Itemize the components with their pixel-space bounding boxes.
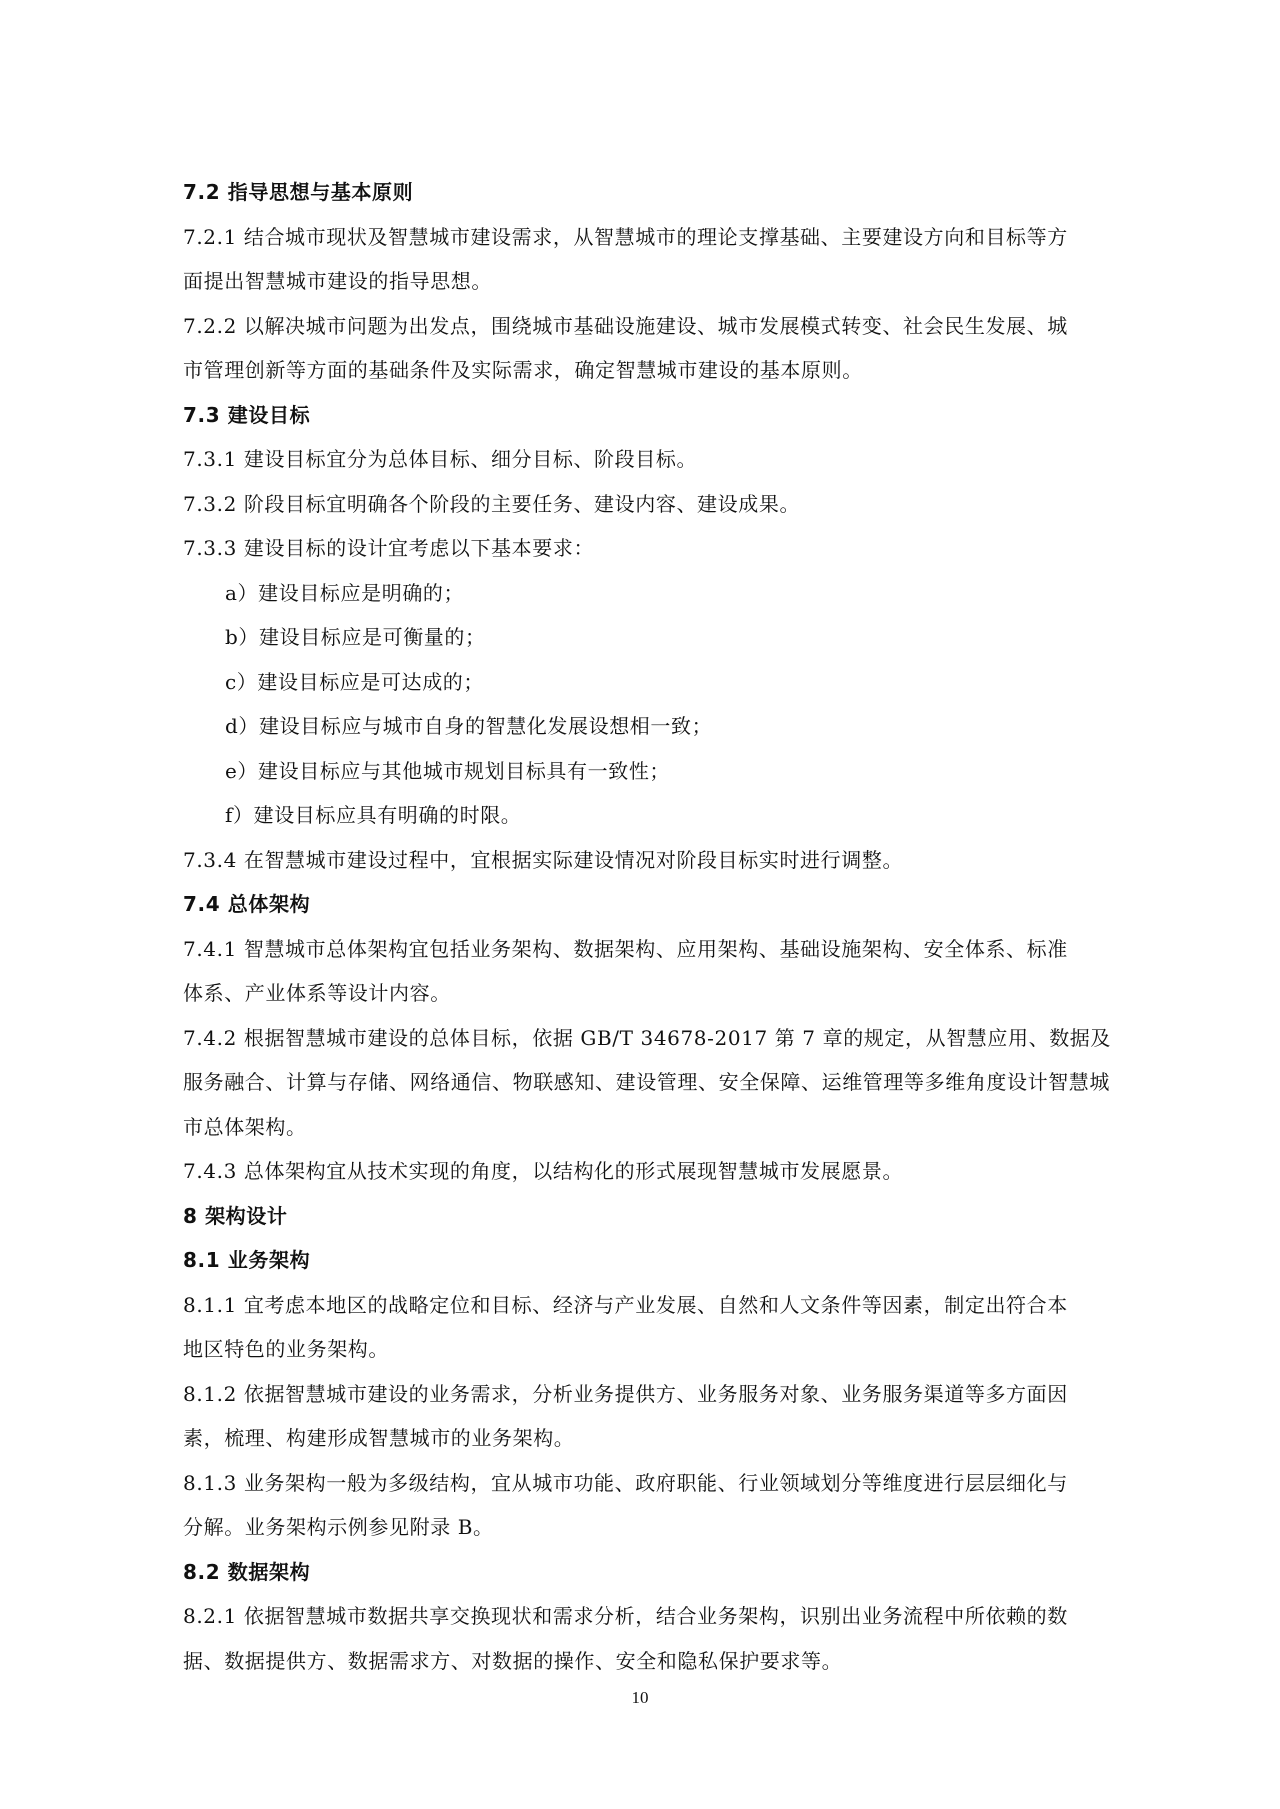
paragraph-7-3-1: 7.3.1 建设目标宜分为总体目标、细分目标、阶段目标。 <box>183 447 698 471</box>
paragraph-7-3-4: 7.3.4 在智慧城市建设过程中，宜根据实际建设情况对阶段目标实时进行调整。 <box>183 847 904 872</box>
paragraph-line: 7.2.1 结合城市现状及智慧城市建设需求，从智慧城市的理论支撑基础、主要建设方向和目标等方 <box>183 224 1068 249</box>
paragraph-line: 市管理创新等方面的基础条件及实际需求，确定智慧城市建设的基本原则。 <box>183 358 863 382</box>
paragraph-line: 分解。业务架构示例参见附录 B。 <box>183 1515 494 1539</box>
heading-7-2: 7.2 指导思想与基本原则 <box>183 180 414 204</box>
paragraph-8-2-1 <box>183 1594 1143 1683</box>
paragraph-line: 8.1.3 业务架构一般为多级结构，宜从城市功能、政府职能、行业领域划分等维度进行层层细化与 <box>183 1470 1068 1495</box>
paragraph-line: 地区特色的业务架构。 <box>183 1337 389 1361</box>
heading-8: 8 架构设计 <box>183 1203 288 1228</box>
paragraph-line: 7.2.2 以解决城市问题为出发点，围绕城市基础设施建设、城市发展模式转变、社会民生发展、城 <box>183 313 1068 338</box>
paragraph-line: 7.4.2 根据智慧城市建设的总体目标，依据 GB/T 34678-2017 第 7 章的规定，从智慧应用、数据及 <box>183 1025 1111 1050</box>
paragraph-line: 7.4.1 智慧城市总体架构宜包括业务架构、数据架构、应用架构、基础设施架构、安全体系、标准 <box>183 936 1068 961</box>
paragraph-line: 8.1.2 依据智慧城市建设的业务需求，分析业务提供方、业务服务对象、业务服务渠道等多方面因 <box>183 1381 1068 1406</box>
paragraph-7-4-3: 7.4.3 总体架构宜从技术实现的角度，以结构化的形式展现智慧城市发展愿景。 <box>183 1159 904 1183</box>
list-item: e）建设目标应与其他城市规划目标具有一致性； <box>225 758 671 783</box>
page-number: 10 <box>631 1688 649 1707</box>
heading-8-1: 8.1 业务架构 <box>183 1248 311 1272</box>
paragraph-line: 8.1.1 宜考虑本地区的战略定位和目标、经济与产业发展、自然和人文条件等因素，制定出符合本 <box>183 1292 1068 1317</box>
document-page <box>183 170 1143 1683</box>
paragraph-7-2-1 <box>183 215 1143 304</box>
paragraph-7-3-3: 7.3.3 建设目标的设计宜考虑以下基本要求： <box>183 536 595 560</box>
list-item: a）建设目标应是明确的； <box>225 580 465 605</box>
paragraph-line: 体系、产业体系等设计内容。 <box>183 981 451 1005</box>
paragraph-7-4-1 <box>183 927 1143 1016</box>
paragraph-8-1-3 <box>183 1461 1143 1550</box>
paragraph-7-4-2 <box>183 1016 1143 1150</box>
paragraph-line: 8.2.1 依据智慧城市数据共享交换现状和需求分析，结合业务架构，识别出业务流程中所依赖的数 <box>183 1604 1068 1628</box>
paragraph-line: 据、数据提供方、数据需求方、对数据的操作、安全和隐私保护要求等。 <box>183 1648 843 1673</box>
heading-7-3: 7.3 建设目标 <box>183 402 311 427</box>
paragraph-line: 市总体架构。 <box>183 1114 307 1139</box>
heading-8-2: 8.2 数据架构 <box>183 1559 311 1584</box>
list-item: f）建设目标应具有明确的时限。 <box>225 803 522 827</box>
list-item: b）建设目标应是可衡量的； <box>225 625 486 649</box>
heading-7-4: 7.4 总体架构 <box>183 892 311 916</box>
list-item: d）建设目标应与城市自身的智慧化发展设想相一致； <box>225 714 713 738</box>
paragraph-8-1-1 <box>183 1283 1143 1372</box>
paragraph-line: 面提出智慧城市建设的指导思想。 <box>183 269 492 293</box>
paragraph-line: 服务融合、计算与存储、网络通信、物联感知、建设管理、安全保障、运维管理等多维角度设计智慧城 <box>183 1070 1110 1094</box>
list-item: c）建设目标应是可达成的； <box>225 669 485 694</box>
paragraph-7-3-2: 7.3.2 阶段目标宜明确各个阶段的主要任务、建设内容、建设成果。 <box>183 491 801 516</box>
paragraph-8-1-2 <box>183 1372 1143 1461</box>
paragraph-line: 素，梳理、构建形成智慧城市的业务架构。 <box>183 1426 575 1450</box>
paragraph-7-2-2 <box>183 304 1143 393</box>
